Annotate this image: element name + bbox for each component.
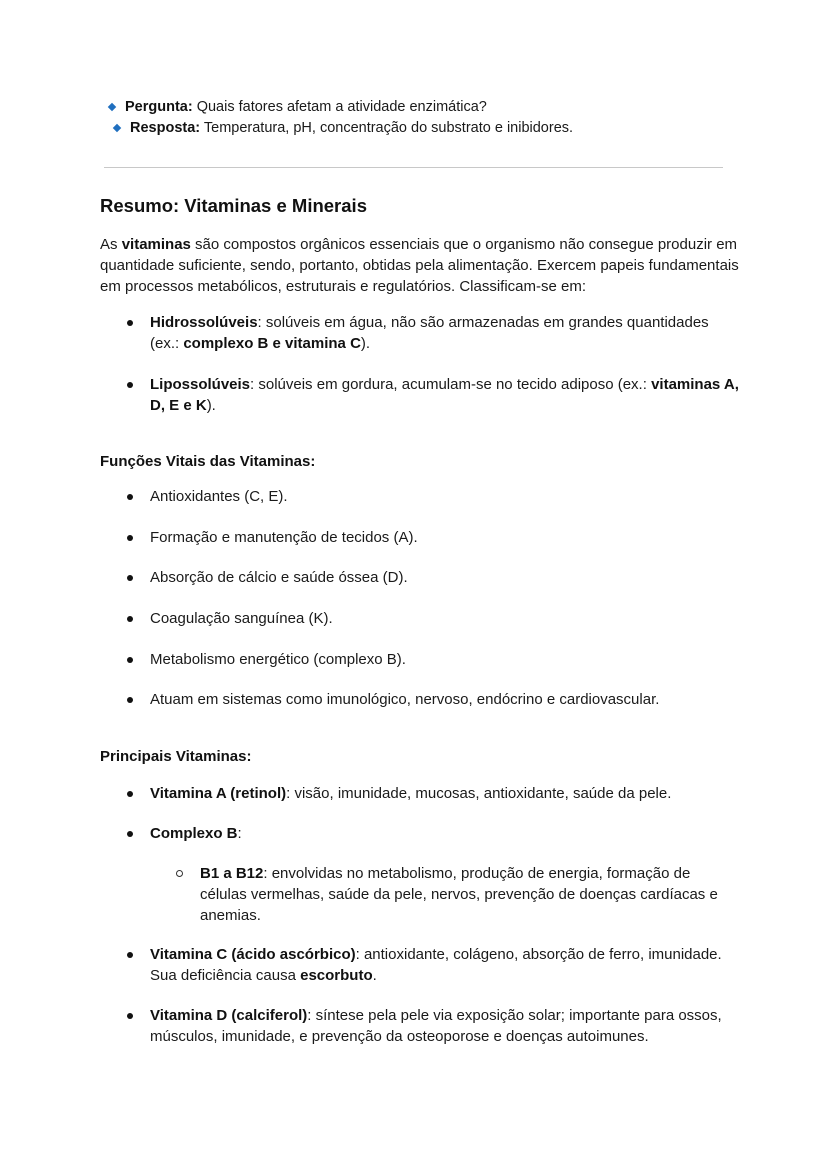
vitamin-name: Vitamina C (ácido ascórbico) [150,946,356,963]
horizontal-divider [104,167,723,168]
function-item: Formação e manutenção de tecidos (A). [150,529,418,546]
vitamin-name: B1 a B12 [200,865,264,882]
function-item: Metabolismo energético (complexo B). [150,651,406,668]
vitamin-text: : envolvidas no metabolismo, produção de energia, formação de células vermelhas, saúde da pele, nervos, prevenção de doenças cardíacas e anemias. [200,865,718,924]
vitamin-d-item [150,1005,740,1047]
function-item: Atuam em sistemas como imunológico, nervoso, endócrino e cardiovascular. [150,691,660,708]
intro-bold-vitaminas: vitaminas [121,236,191,253]
section-title: Resumo: Vitaminas e Minerais [100,195,367,216]
answer-text: Temperatura, pH, concentração do substrato e inibidores. [203,120,574,136]
vitamin-text: : síntese pela pele via exposição solar; importante para ossos, músculos, imunidade, e prevenção da osteoporose e doenças autoimunes. [150,1007,722,1045]
class-item-lipossoluveis [150,374,740,416]
bullet-icon [127,657,133,663]
diamond-bullet-icon [113,124,121,132]
bullet-icon [127,1013,133,1019]
diamond-bullet-icon [108,103,116,111]
answer-label: Resposta: [130,120,201,136]
vitamin-name: Vitamina D (calciferol) [150,1007,308,1024]
bullet-icon [127,535,133,541]
bullet-icon [127,831,133,837]
intro-text-start: As [100,236,122,253]
intro-text-rest: são compostos orgânicos essenciais que o organismo não consegue produzir em quantidade suficiente, sendo, portanto, obtidas pela alimentação. Exercem papeis fundamentais em processos metabólicos, estruturais e regulatórios. Classificam-se em: [100,236,739,295]
class-item-hidrossoluveis [150,312,740,354]
vitamin-c-item [150,944,740,986]
bullet-icon [127,791,133,797]
bullet-icon [127,952,133,958]
class-name: Lipossolúveis [150,376,251,393]
bullet-icon [127,697,133,703]
bullet-icon [127,575,133,581]
vitamin-end: . [372,967,377,984]
class-end: ). [206,397,216,414]
hollow-bullet-icon [176,870,183,877]
vitamin-text: : [237,825,242,842]
function-item: Antioxidantes (C, E). [150,488,288,505]
bullet-icon [127,616,133,622]
bullet-icon [127,320,133,326]
class-end: ). [360,335,371,352]
question-label: Pergunta: [125,99,193,115]
intro-paragraph [100,234,740,297]
class-text: : solúveis em gordura, acumulam-se no tecido adiposo (ex.: [250,376,652,393]
vitamin-name: Vitamina A (retinol) [150,785,287,802]
class-example: complexo B e vitamina C [183,335,361,352]
vitamin-bold-end: escorbuto [300,967,373,984]
vitamin-name: Complexo B [150,825,238,842]
class-example: vitaminas A, D, E e K [150,376,739,414]
function-item: Absorção de cálcio e saúde óssea (D). [150,569,408,586]
vitamin-a-item [150,783,740,804]
question-line [125,97,487,118]
vitamin-text: : antioxidante, colágeno, absorção de ferro, imunidade. Sua deficiência causa [150,946,722,984]
function-item: Coagulação sanguínea (K). [150,610,333,627]
complex-b-item [150,823,740,844]
main-vitamins-heading: Principais Vitaminas: [100,748,252,765]
bullet-icon [127,494,133,500]
vitamin-text: : visão, imunidade, mucosas, antioxidante, saúde da pele. [286,785,672,802]
class-name: Hidrossolúveis [150,314,258,331]
functions-heading: Funções Vitais das Vitaminas: [100,453,316,470]
bullet-icon [127,382,133,388]
question-text: Quais fatores afetam a atividade enzimática? [196,99,487,115]
b1-b12-item [200,863,730,926]
answer-line [130,118,573,139]
class-text: : solúveis em água, não são armazenadas em grandes quantidades (ex.: [150,314,709,352]
